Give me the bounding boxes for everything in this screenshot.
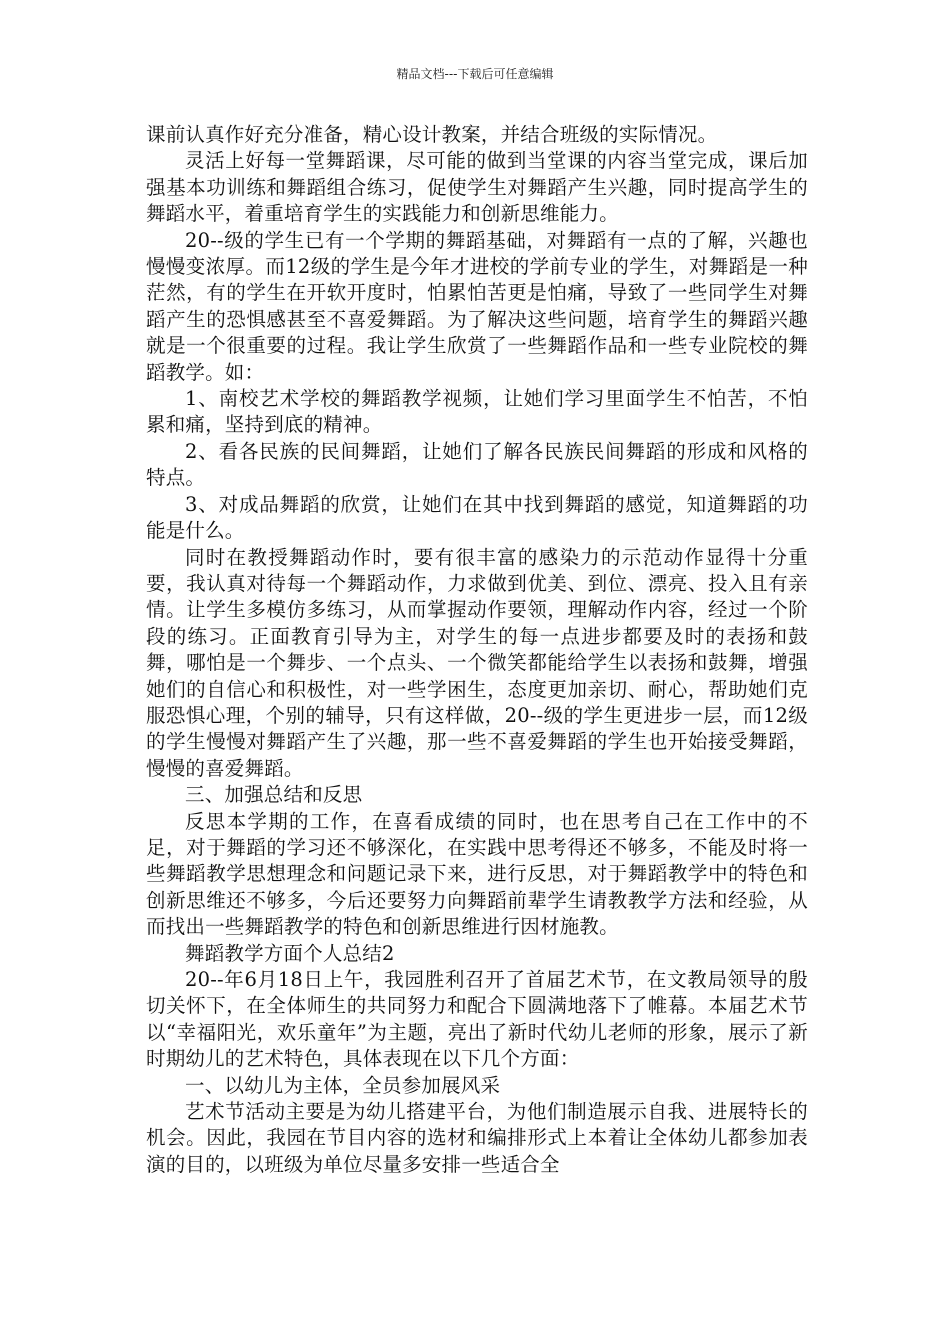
paragraph: 反思本学期的工作，在喜看成绩的同时，也在思考自己在工作中的不足，对于舞蹈的学习还不够深化，在实践中思考得还不够多，不能及时将一些舞蹈教学思想理念和问题记录下来，进行反思，对于舞蹈教学中的特色和创新思维还不够多，今后还要努力向舞蹈前辈学生请教教学方法和经验，从而找出一些舞蹈教学的特色和创新思维进行因材施教。 [146,809,808,939]
paragraph: 2、看各民族的民间舞蹈，让她们了解各民族民间舞蹈的形成和风格的特点。 [146,439,808,490]
paragraph: 3、对成品舞蹈的欣赏，让她们在其中找到舞蹈的感觉，知道舞蹈的功能是什么。 [146,492,808,543]
paragraph: 舞蹈教学方面个人总结2 [185,941,395,965]
paragraph: 艺术节活动主要是为幼儿搭建平台，为他们制造展示自我、进展特长的机会。因此，我园在节目内容的选材和编排形式上本着让全体幼儿都参加表演的目的，以班级为单位尽量多安排一些适合全 [146,1100,808,1176]
paragraph: 20--年6月18日上午，我园胜利召开了首届艺术节，在文教局领导的殷切关怀下，在全体师生的共同努力和配合下圆满地落下了帷幕。本届艺术节以“幸福阳光，欢乐童年”为主题，亮出了新时代幼儿老师的形象，展示了新时期幼儿的艺术特色，具体表现在以下几个方面： [146,968,808,1071]
paragraph: 课前认真作好充分准备，精心设计教案，并结合班级的实际情况。 [146,123,718,146]
page-header: 精品文档---下载后可任意编辑 [396,67,554,81]
paragraph: 同时在教授舞蹈动作时，要有很丰富的感染力的示范动作显得十分重要，我认真对待每一个舞蹈动作，力求做到优美、到位、漂亮、投入且有亲情。让学生多模仿多练习，从而掌握动作要领，理解动作内容，经过一个阶段的练习。正面教育引导为主，对学生的每一点进步都要及时的表扬和鼓舞，哪怕是一个舞步、一个点头、一个微笑都能给学生以表扬和鼓舞，增强她们的自信心和积极性，对一些学困生，态度更加亲切、耐心，帮助她们克服恐惧心理，个别的辅导，只有这样做，20--级的学生更进步一层，而12级的学生慢慢对舞蹈产生了兴趣，那一些不喜爱舞蹈的学生也开始接受舞蹈，慢慢的喜爱舞蹈。 [146,545,808,780]
document-body [146,122,808,1178]
paragraph: 20--级的学生已有一个学期的舞蹈基础，对舞蹈有一点的了解，兴趣也慢慢变浓厚。而12级的学生是今年才进校的学前专业的学生，对舞蹈是一种茫然，有的学生在开软开度时，怕累怕苦更是怕痛，导致了一些同学生对舞蹈产生的恐惧感甚至不喜爱舞蹈。为了解决这些问题，培育学生的舞蹈兴趣就是一个很重要的过程。我让学生欣赏了一些舞蹈作品和一些专业院校的舞蹈教学。如： [146,228,808,384]
paragraph: 三、加强总结和反思 [185,783,363,807]
paragraph: 1、南校艺术学校的舞蹈教学视频，让她们学习里面学生不怕苦，不怕累和痛，坚持到底的精神。 [146,387,808,437]
paragraph: 一、以幼儿为主体，全员参加展风采 [185,1073,501,1097]
paragraph: 灵活上好每一堂舞蹈课，尽可能的做到当堂课的内容当堂完成，课后加强基本功训练和舞蹈组合练习，促使学生对舞蹈产生兴趣，同时提高学生的舞蹈水平，着重培育学生的实践能力和创新思维能力。 [146,149,808,226]
